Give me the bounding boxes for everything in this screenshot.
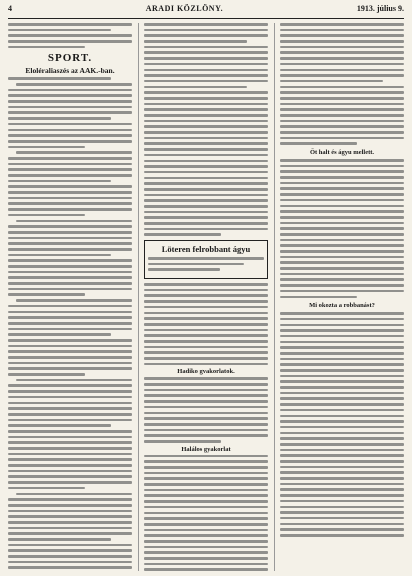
col2-section-heading-2: Halálos gyakorlat xyxy=(181,445,231,453)
col2-mid-text xyxy=(144,283,268,365)
sport-article-title: Eloléraliaszés az AAK.-ban. xyxy=(25,66,115,76)
sport-section-title: SPORT. xyxy=(47,52,93,65)
boxed-headline xyxy=(144,240,268,279)
masthead xyxy=(8,4,404,19)
col3-heading-2: Mi okozta a robbanást? xyxy=(309,302,375,310)
issue-date: 1913. július 9. xyxy=(356,4,404,13)
column-2 xyxy=(138,23,268,571)
paper-title: ARADI KÖZLÖNY. xyxy=(145,4,224,13)
boxed-headline-title: Löteren felrobbant ágyu xyxy=(161,244,251,255)
col3-heading-1: Öt halt és ágyu mellett. xyxy=(309,149,375,157)
column-1 xyxy=(8,23,132,571)
columns xyxy=(8,23,404,571)
col2-top-text xyxy=(144,23,268,236)
col2-bottom-text xyxy=(144,455,268,571)
col2-section-heading: Hadiko gvakorlatok. xyxy=(177,368,235,376)
column-3 xyxy=(274,23,404,571)
col1-top-text xyxy=(8,23,132,48)
col3-mid-text xyxy=(280,159,404,298)
page-number: 4 xyxy=(8,4,12,13)
col3-top-text xyxy=(280,23,404,145)
col2-body-text xyxy=(144,377,268,442)
col3-bottom-text xyxy=(280,312,404,536)
col1-body-text xyxy=(8,77,132,571)
